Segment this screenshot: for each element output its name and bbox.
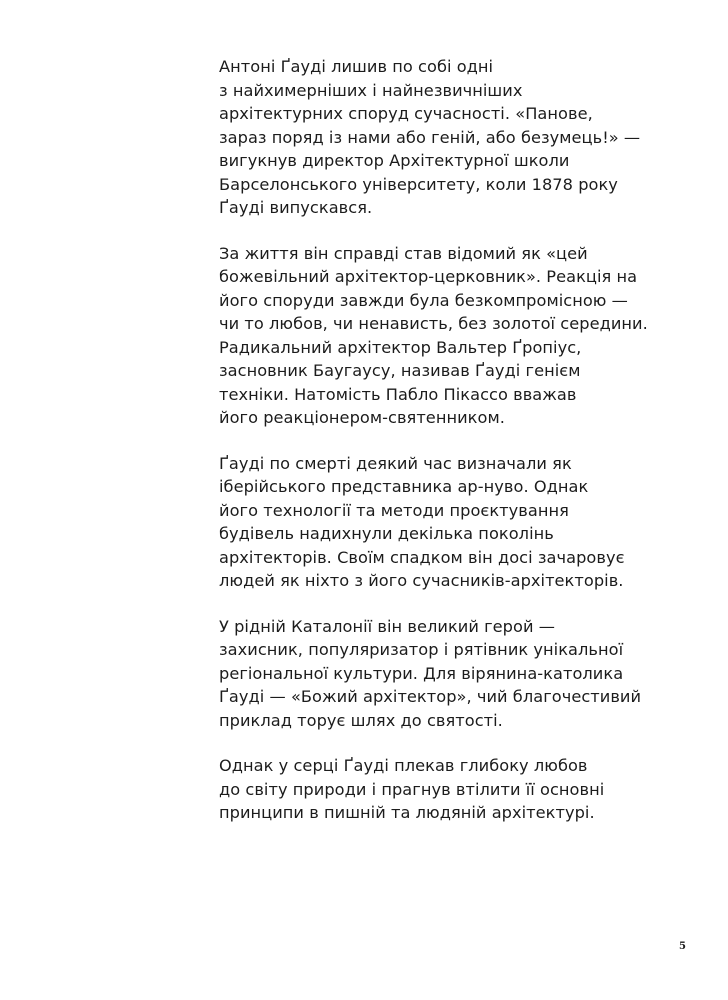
- text-line: Барселонського університету, коли 1878 року: [219, 174, 618, 194]
- text-line: захисник, популяризатор і рятівник унікальної: [219, 640, 624, 659]
- text-line: Ґауді по смерті деякий час визначали як: [219, 453, 572, 473]
- text-line: іберійського представника ар-нуво. Однак: [219, 477, 589, 496]
- text-line: його споруди завжди була безкомпромісною —: [219, 290, 628, 310]
- text-line: принципи в пишній та людяній архітектурі.: [219, 803, 595, 822]
- text-line: божевільний архітектор-церковник». Реакція на: [219, 267, 638, 286]
- paragraph-2: [219, 242, 699, 430]
- body-text: [219, 55, 699, 847]
- text-line: Однак у серці Ґауді плекав глибоку любов: [219, 756, 588, 775]
- text-line: техніки. Натомість Пабло Пікассо вважав: [219, 384, 577, 404]
- text-line: Ґауді випускався.: [219, 198, 373, 217]
- paragraph-5: [219, 754, 699, 825]
- text-line: з найхимерніших і найнезвичніших: [219, 80, 523, 100]
- text-line: У рідній Каталонії він великий герой —: [219, 616, 555, 636]
- text-line: засновник Баугаусу, називав Ґауді генієм: [219, 361, 581, 380]
- text-line: Ґауді — «Божий архітектор», чий благочестивий: [219, 687, 642, 706]
- text-line: зараз поряд із нами або геній, або безумець!» —: [219, 127, 641, 147]
- text-line: будівель надихнули декілька поколінь: [219, 524, 554, 543]
- text-line: його реакціонером-святенником.: [219, 408, 505, 427]
- text-line: Радикальний архітектор Вальтер Ґропіус,: [219, 337, 582, 357]
- text-line: архітекторів. Своїм спадком він досі зачаровує: [219, 547, 625, 567]
- paragraph-1: [219, 55, 699, 220]
- text-line: За життя він справді став відомий як «цей: [219, 243, 588, 263]
- paragraph-4: [219, 615, 699, 733]
- paragraph-3: [219, 452, 699, 593]
- page-number: 5: [679, 941, 686, 952]
- text-line: Антоні Ґауді лишив по собі одні: [219, 57, 494, 76]
- text-line: регіональної культури. Для вірянина-католика: [219, 663, 624, 683]
- text-line: приклад торує шлях до святості.: [219, 710, 503, 730]
- text-line: до світу природи і прагнув втілити її основні: [219, 779, 605, 799]
- text-line: вигукнув директор Архітектурної школи: [219, 151, 570, 170]
- text-line: людей як ніхто з його сучасників-архітекторів.: [219, 571, 624, 590]
- text-line: чи то любов, чи ненависть, без золотої середини.: [219, 314, 648, 333]
- text-line: його технології та методи проєктування: [219, 500, 569, 520]
- text-line: архітектурних споруд сучасності. «Панове,: [219, 104, 593, 123]
